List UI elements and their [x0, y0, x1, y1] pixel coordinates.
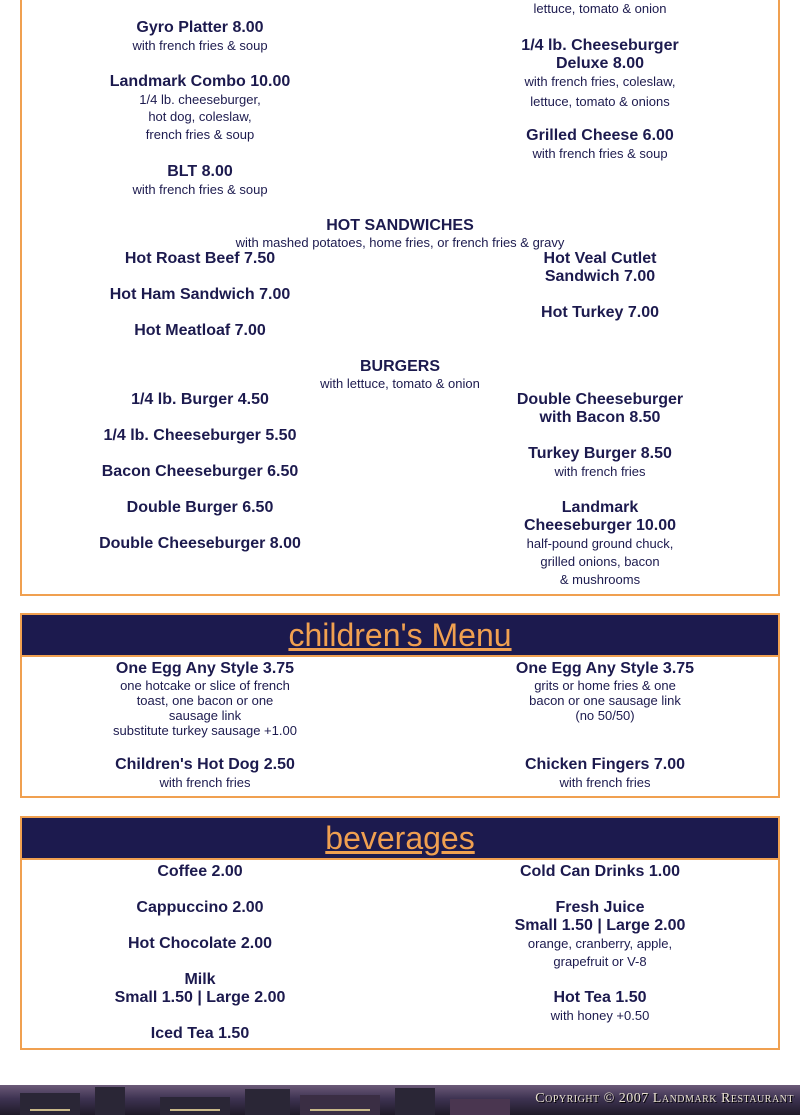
- copyright-text: Copyright © 2007 Landmark Restaurant: [535, 1091, 794, 1106]
- footer-skyline-banner: [0, 1085, 800, 1115]
- menu-item-name: Coffee 2.00: [157, 863, 243, 880]
- section-header-title: children's Menu: [288, 617, 512, 653]
- menu-item-desc: one hotcake or slice of french: [120, 678, 290, 693]
- menu-item-name: Fresh Juice: [555, 899, 645, 916]
- menu-item-name: with Bacon 8.50: [539, 409, 661, 426]
- menu-item-name: Double Cheeseburger: [516, 391, 684, 408]
- menu-item-name: Landmark Combo 10.00: [109, 73, 291, 90]
- menu-item-name: Landmark: [561, 499, 639, 516]
- menu-item-name: Chicken Fingers 7.00: [524, 756, 686, 773]
- menu-item: [20, 391, 380, 409]
- menu-item-name: BLT 8.00: [167, 163, 233, 180]
- skyline-building: [20, 1093, 80, 1115]
- skyline-lights: [310, 1109, 370, 1111]
- menu-item-desc: bacon or one sausage link: [529, 693, 681, 708]
- menu-item-name: 1/4 lb. Cheeseburger: [521, 37, 679, 54]
- menu-item-name: Deluxe 8.00: [555, 55, 645, 72]
- skyline-building: [245, 1089, 290, 1115]
- menu-item-desc: orange, cranberry, apple,: [527, 936, 673, 951]
- menu-item: [420, 37, 780, 111]
- menu-item: [420, 863, 780, 881]
- menu-item-desc: half-pound ground chuck,: [526, 536, 674, 551]
- menu-item: [20, 1025, 380, 1043]
- menu-item-name: One Egg Any Style 3.75: [115, 660, 295, 677]
- menu-item-desc: with french fries: [159, 775, 251, 790]
- menu-item-desc: 1/4 lb. cheeseburger,: [139, 92, 261, 107]
- skyline-lights: [30, 1109, 70, 1111]
- menu-item-name: Hot Roast Beef 7.50: [124, 250, 276, 267]
- section-subtitle: with mashed potatoes, home fries, or french fries & gravy: [235, 235, 565, 250]
- section-heading: [0, 358, 800, 392]
- menu-item-desc: french fries & soup: [145, 127, 255, 142]
- menu-item-desc: toast, one bacon or one: [136, 693, 274, 708]
- skyline-lights: [170, 1109, 220, 1111]
- menu-item: [20, 163, 380, 199]
- menu-item-desc: grits or home fries & one: [534, 678, 676, 693]
- menu-item: [20, 499, 380, 517]
- skyline-building: [95, 1087, 125, 1115]
- menu-item: [20, 463, 380, 481]
- menu-item-name: Hot Chocolate 2.00: [127, 935, 273, 952]
- section-heading: [0, 217, 800, 251]
- menu-item-name: Bacon Cheeseburger 6.50: [101, 463, 299, 480]
- menu-item: [20, 863, 380, 881]
- menu-item-desc: with french fries & soup: [132, 38, 268, 53]
- menu-item: [420, 899, 780, 971]
- menu-item-name: Hot Veal Cutlet: [543, 250, 657, 267]
- menu-item-desc: with honey +0.50: [550, 1008, 650, 1023]
- menu-item: [20, 322, 380, 340]
- menu-item: [420, 499, 780, 589]
- menu-item-name: Hot Ham Sandwich 7.00: [109, 286, 291, 303]
- section-header: [22, 818, 778, 860]
- menu-item-name: 1/4 lb. Cheeseburger 5.50: [103, 427, 297, 444]
- menu-item-desc: with french fries, coleslaw,: [524, 74, 676, 89]
- menu-item: [420, 445, 780, 481]
- menu-item-name: Small 1.50 | Large 2.00: [514, 917, 686, 934]
- menu-item-desc: hot dog, coleslaw,: [148, 109, 252, 124]
- menu-item-name: Hot Meatloaf 7.00: [134, 322, 266, 339]
- menu-item: [420, 127, 780, 163]
- menu-item: [20, 935, 380, 953]
- menu-item-name: Turkey Burger 8.50: [528, 445, 672, 462]
- skyline-building: [395, 1088, 435, 1115]
- menu-item-desc: grilled onions, bacon: [540, 554, 660, 569]
- section-subtitle: with lettuce, tomato & onion: [320, 376, 480, 391]
- menu-item-desc: with french fries & soup: [132, 182, 268, 197]
- menu-item-name: Sandwich 7.00: [544, 268, 656, 285]
- menu-item-name: Cold Can Drinks 1.00: [519, 863, 681, 880]
- menu-item-name: Cheeseburger 10.00: [523, 517, 677, 534]
- menu-item-name: Gyro Platter 8.00: [136, 19, 264, 36]
- section-title: BURGERS: [359, 358, 440, 375]
- menu-item: [420, 989, 780, 1025]
- menu-item: [20, 899, 380, 917]
- menu-item-name: Hot Tea 1.50: [553, 989, 647, 1006]
- section-header-title: beverages: [325, 820, 475, 856]
- menu-item: [20, 286, 380, 304]
- menu-item: [420, 304, 780, 322]
- menu-item-name: Hot Turkey 7.00: [541, 304, 659, 321]
- menu-item-desc: grapefruit or V-8: [553, 954, 647, 969]
- menu-item: [20, 971, 380, 1007]
- menu-item: [20, 250, 380, 268]
- menu-item-desc: with french fries: [554, 464, 646, 479]
- menu-item-name: 1/4 lb. Burger 4.50: [131, 391, 269, 408]
- section-header: [22, 615, 778, 657]
- menu-item: [25, 756, 385, 792]
- menu-item: [425, 660, 785, 723]
- menu-item-name: Cappuccino 2.00: [136, 899, 264, 916]
- menu-item-name: Small 1.50 | Large 2.00: [114, 989, 286, 1006]
- skyline-building: [300, 1095, 380, 1115]
- menu-item-desc: lettuce, tomato & onions: [530, 94, 670, 109]
- skyline-building: [450, 1099, 510, 1115]
- menu-item-name: Double Cheeseburger 8.00: [99, 535, 301, 552]
- menu-item: [20, 535, 380, 553]
- menu-item-desc: substitute turkey sausage +1.00: [113, 723, 297, 738]
- menu-item: [420, 250, 780, 286]
- menu-item-desc: & mushrooms: [559, 572, 641, 587]
- menu-item-name: Children's Hot Dog 2.50: [115, 756, 295, 773]
- menu-item: [25, 660, 385, 738]
- menu-item: [425, 756, 785, 792]
- skyline-building: [160, 1097, 230, 1115]
- menu-item-desc: sausage link: [168, 708, 242, 723]
- menu-item: [20, 427, 380, 445]
- section-title: HOT SANDWICHES: [326, 217, 474, 234]
- menu-item: [420, 391, 780, 427]
- menu-item-desc: (no 50/50): [575, 708, 635, 723]
- menu-item-name: Double Burger 6.50: [126, 499, 274, 516]
- menu-item-name: One Egg Any Style 3.75: [515, 660, 695, 677]
- menu-item: [20, 73, 380, 143]
- menu-item-name: Iced Tea 1.50: [150, 1025, 250, 1042]
- menu-item-name: Grilled Cheese 6.00: [526, 127, 674, 144]
- menu-item-desc: with french fries & soup: [532, 146, 668, 161]
- menu-item: [20, 19, 380, 55]
- menu-item-name: Milk: [184, 971, 216, 988]
- menu-item-desc: with french fries: [559, 775, 651, 790]
- menu-item-desc: lettuce, tomato & onion: [533, 1, 667, 16]
